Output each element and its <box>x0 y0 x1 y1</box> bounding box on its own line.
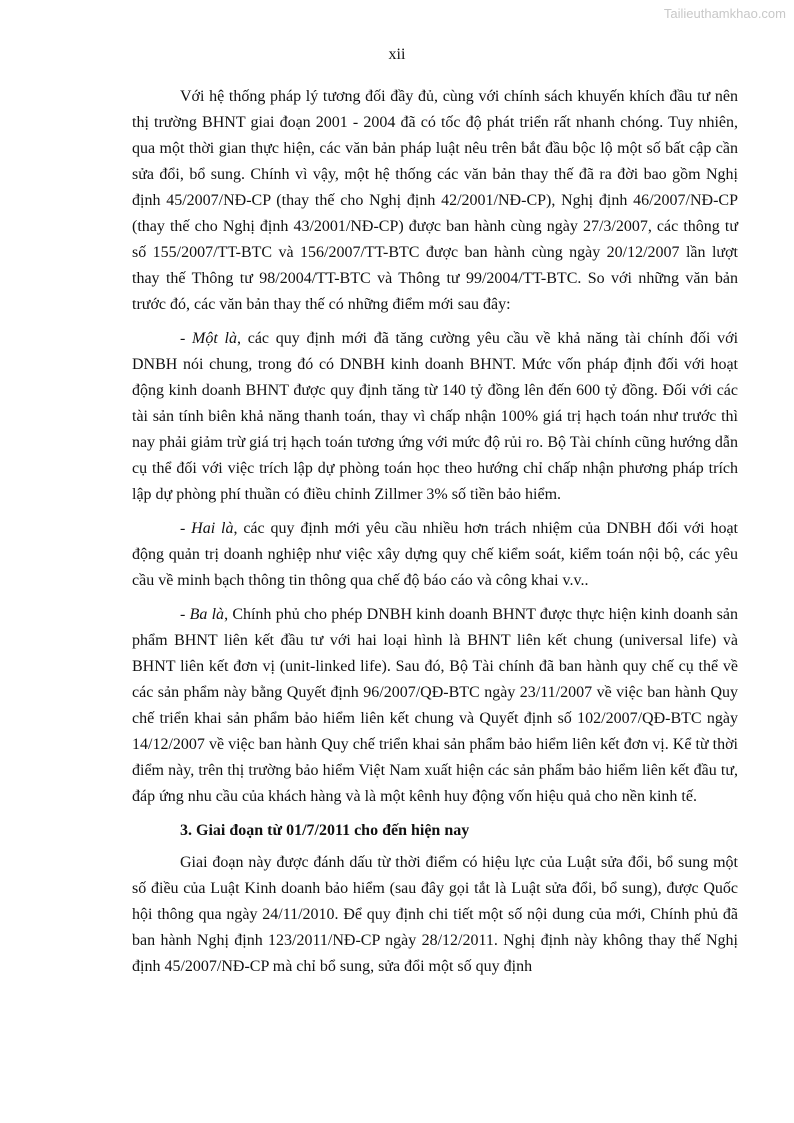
section-heading: 3. Giai đoạn từ 01/7/2011 cho đến hiện nay <box>180 822 470 839</box>
point-one-label: - Một là <box>180 330 237 347</box>
paragraph-point-two <box>132 516 738 594</box>
paragraph-section-three: Giai đoạn này được đánh dấu từ thời điểm có hiệu lực của Luật sửa đổi, bổ sung một số điều của Luật Kinh doanh bảo hiểm (sau đây gọi tắt là Luật sửa đổi, bổ sung), được Quốc hội thông qua ngày 24/11/2010. Để quy định chi tiết một số nội dung của mới, Chính phủ đã ban hành Nghị định 123/2011/NĐ-CP ngày 28/12/2011. Nghị định này không thay thế Nghị định 45/2007/NĐ-CP mà chỉ bổ sung, sửa đổi một số quy định <box>132 854 738 975</box>
page-number: xii <box>388 46 406 63</box>
watermark: Tailieuthamkhao.com <box>663 6 786 21</box>
document-body <box>132 84 738 988</box>
point-one-text: , các quy định mới đã tăng cường yêu cầu về khả năng tài chính đối với DNBH nói chung, trong đó có DNBH kinh doanh BHNT. Mức vốn pháp định đối với hoạt động kinh doanh BHNT được quy định tăng từ 140 tỷ đồng lên đến 600 tỷ đồng. Đối với các tài sản tính biên khả năng thanh toán, thay vì chấp nhận 100% giá trị hạch toán như trước thì nay phải giảm trừ giá trị hạch toán tương ứng với mức độ rủi ro. Bộ Tài chính cũng hướng dẫn cụ thể đối với việc trích lập dự phòng toán học theo hướng chỉ chấp nhận phương pháp trích lập dự phòng phí thuần có điều chỉnh Zillmer 3% số tiền bảo hiểm. <box>132 330 739 503</box>
paragraph-intro: Với hệ thống pháp lý tương đối đầy đủ, cùng với chính sách khuyến khích đầu tư nên thị trường BHNT giai đoạn 2001 - 2004 đã có tốc độ phát triển rất nhanh chóng. Tuy nhiên, qua một thời gian thực hiện, các văn bản pháp luật nêu trên bắt đầu bộc lộ một số bất cập cần sửa đổi, bổ sung. Chính vì vậy, một hệ thống các văn bản thay thế đã ra đời bao gồm Nghị định 45/2007/NĐ-CP (thay thế cho Nghị định 42/2001/NĐ-CP), Nghị định 46/2007/NĐ-CP (thay thế cho Nghị định 43/2001/NĐ-CP) được ban hành cùng ngày 27/3/2007, các thông tư số 155/2007/TT-BTC và 156/2007/TT-BTC được ban hành cùng ngày 20/12/2007 lần lượt thay thế Thông tư 98/2004/TT-BTC và Thông tư 99/2004/TT-BTC. So với những văn bản trước đó, các văn bản thay thế có những điểm mới sau đây: <box>132 88 738 313</box>
point-two-label: - Hai là <box>180 520 234 537</box>
paragraph-point-three <box>132 602 738 810</box>
point-two-text: , các quy định mới yêu cầu nhiều hơn trách nhiệm của DNBH đối với hoạt động quản trị doanh nghiệp như việc xây dựng quy chế kiểm soát, kiểm toán nội bộ, các yêu cầu về minh bạch thông tin thông qua chế độ báo cáo và công khai v.v.. <box>132 520 738 589</box>
point-three-text: , Chính phủ cho phép DNBH kinh doanh BHNT được thực hiện kinh doanh sản phẩm BHNT liên kết đầu tư với hai loại hình là BHNT liên kết chung (universal life) và BHNT liên kết đơn vị (unit-linked life). Sau đó, Bộ Tài chính đã ban hành quy chế cụ thể về các sản phẩm này bằng Quyết định 96/2007/QĐ-BTC ngày 23/11/2007 về việc ban hành Quy chế triển khai sản phẩm bảo hiểm liên kết chung và Quyết định số 102/2007/QĐ-BTC ngày 14/12/2007 về việc ban hành Quy chế triển khai sản phẩm bảo hiểm liên kết đơn vị. Kể từ thời điểm này, trên thị trường bảo hiểm Việt Nam xuất hiện các sản phẩm bảo hiểm liên kết đầu tư, đáp ứng nhu cầu của khách hàng và là một kênh huy động vốn hiệu quả cho nền kinh tế. <box>132 606 739 805</box>
paragraph-point-one <box>132 326 738 508</box>
point-three-label: - Ba là <box>180 606 225 623</box>
